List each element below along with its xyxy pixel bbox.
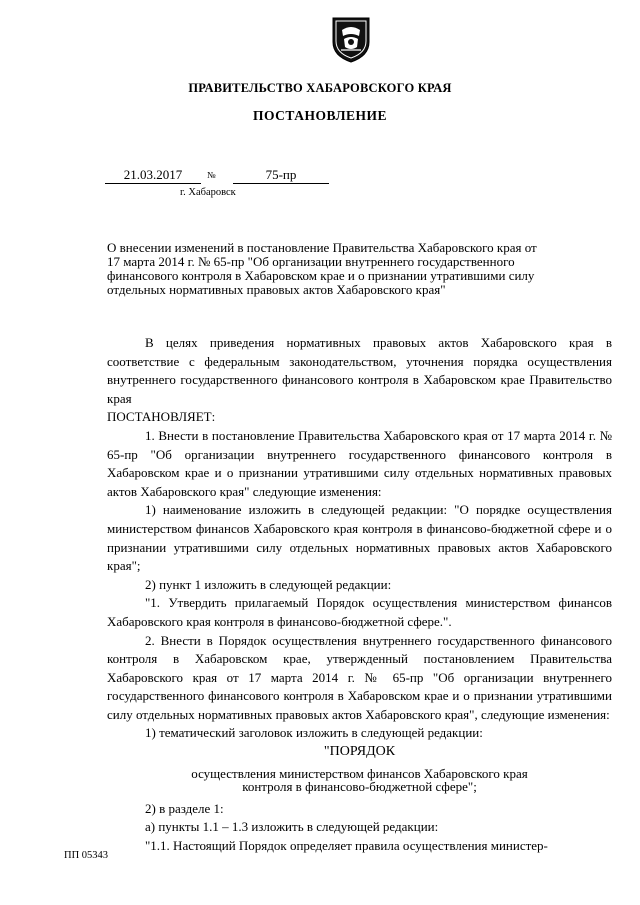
- document-subject: [107, 241, 612, 297]
- document-city: г. Хабаровск: [180, 187, 236, 198]
- clause-2-2-a: а) пункты 1.1 – 1.3 изложить в следующей редакции:: [145, 819, 439, 835]
- clause-1-1: 1) наименование изложить в следующей редакции: "О порядке осуществления министерством финансов Хабаровского края контроля в финансово-бюджетной сфере и о признании утратившими силу отдельных нормативных правовых актов Хабаровского края";: [107, 502, 612, 574]
- decree-word: ПОСТАНОВЛЯЕТ:: [107, 409, 216, 425]
- document-type: ПОСТАНОВЛЕНИЕ: [252, 108, 388, 123]
- clause-2: 2. Внести в Порядок осуществления внутреннего государственного финансового контроля в Хабаровском крае, утвержденный постановлением Правительства Хабаровского края от 17 марта 2014 г. № 65-пр "Об организации внутреннего государственного финансового контроля в Хабаровском крае и о признании утратившими силу отдельных нормативных правовых актов Хабаровского края", следующие изменения:: [107, 632, 612, 722]
- order-subtitle-line: осуществления министерством финансов Хабаровского края: [191, 765, 528, 781]
- footer-code: ПП 05343: [64, 850, 109, 861]
- clause-2-1: 1) тематический заголовок изложить в следующей редакции:: [145, 725, 483, 741]
- government-name: ПРАВИТЕЛЬСТВО ХАБАРОВСКОГО КРАЯ: [188, 81, 452, 95]
- subject-line: финансового контроля в Хабаровском крае и о признании утратившими силу: [107, 268, 535, 283]
- subject-line: 17 марта 2014 г. № 65-пр "Об организации внутреннего государственного: [107, 254, 515, 269]
- clause-1-2-text: "1. Утвердить прилагаемый Порядок осуществления министерством финансов Хабаровского края контроля в финансово-бюджетной сфере.".: [107, 595, 612, 629]
- document-body: [107, 334, 612, 855]
- coat-of-arms-emblem: [329, 14, 373, 64]
- number-sign: №: [207, 170, 216, 180]
- subject-line: О внесении изменений в постановление Правительства Хабаровского края от: [107, 240, 537, 255]
- subject-line: отдельных нормативных правовых актов Хабаровского края": [107, 282, 446, 297]
- clause-1-2: 2) пункт 1 изложить в следующей редакции:: [145, 576, 392, 592]
- clause-2-2: 2) в разделе 1:: [145, 800, 224, 816]
- clause-2-2-a-text: "1.1. Настоящий Порядок определяет правила осуществления министер-: [145, 837, 548, 853]
- document-number: 75-пр: [233, 167, 329, 184]
- clause-1: 1. Внести в постановление Правительства Хабаровского края от 17 марта 2014 г. № 65-пр "Об организации внутреннего государственного финансового контроля в Хабаровском крае и о признании утратившими силу отдельных нормативных правовых актов Хабаровского края" следующие изменения:: [107, 427, 612, 499]
- order-title: "ПОРЯДОК: [323, 744, 396, 760]
- order-subtitle-line: контроля в финансово-бюджетной сфере";: [242, 779, 477, 795]
- document-date: 21.03.2017: [105, 167, 201, 184]
- intro-paragraph: В целях приведения нормативных правовых актов Хабаровского края в соответствие с федеральным законодательством, уточнения порядка осуществления внутреннего государственного финансового контроля в Хабаровском крае Правительство края: [107, 335, 612, 406]
